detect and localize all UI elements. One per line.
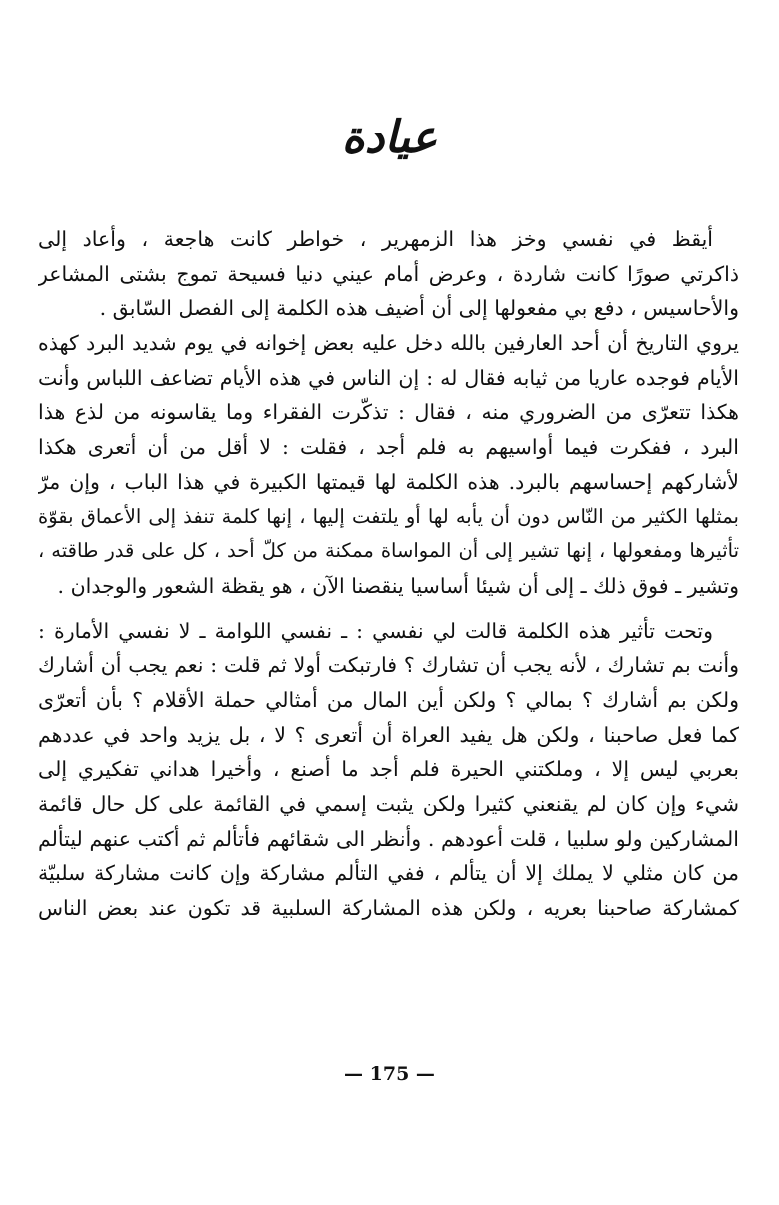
text-line: البرد ، ففكرت فيما أواسيهم به فلم أجد ، فقلت : لا أقل من أن أتعرى هكذا <box>38 435 739 460</box>
text-line: الأيام فوجده عاريا من ثيابه فقال له : إن الناس في هذه الأيام تضاعف اللباس وأنت <box>38 365 739 390</box>
text-line: شيء وإن كان لم يقنعني كثيرا ولكن يثبت إسمي في القائمة على كل حال قائمة <box>38 792 739 816</box>
text-line: وتحت تأثير هذه الكلمة قالت لي نفسي : ـ نفسي اللوامة ـ لا نفسي الأمارة : <box>38 618 713 643</box>
paragraph <box>38 222 739 604</box>
text-line: المشاركين ولو سلبيا ، قلت أعودهم . وأنظر الى شقائهم فأتألم ثم أكتب عنهم ليتألم <box>38 826 739 851</box>
text-line: بعربي ليس إلا ، وملكتني الحيرة فلم أجد ما أصنع ، وأخيرا هداني تفكيري إلى <box>38 757 739 782</box>
page-number: — 175 — <box>344 1063 435 1085</box>
text-line: من كان مثلي لا يملك إلا أن يتألم ، ففي التألم مشاركة وإن كانت مشاركة سلبيّة <box>38 861 739 886</box>
text-line: وتشير ـ فوق ذلك ـ إلى أن شيئا أساسيا ينقصنا الآن ، هو يقظة الشعور والوجدان . <box>57 573 739 598</box>
text-line: وأنت بم تشارك ، لأنه يجب أن تشارك ؟ فارتبكت أولا ثم قلت : نعم يجب أن أشارك <box>38 653 739 678</box>
body-text <box>38 222 739 926</box>
text-line: تأثيرها ومفعولها ، إنها تشير إلى أن المواساة ممكنة من كلّ أحد ، كل على قدر طاقته ، <box>38 539 739 563</box>
text-line: أيقظ في نفسي وخز هذا الزمهرير ، خواطر كانت هاجعة ، وأعاد إلى <box>38 227 713 251</box>
text-line: هكذا تتعرّى من الضروري منه ، فقال : تذكّرت الفقراء وما يقاسونه من لذع هذا <box>38 400 739 425</box>
text-line: والأحاسيس ، دفع بي مفعولها إلى أن أضيف هذه الكلمة إلى الفصل السّابق . <box>99 296 739 321</box>
text-line: لأشاركهم إحساسهم بالبرد. هذه الكلمة لها قيمتها الكبيرة في هذا الباب ، وإن مرّ <box>38 469 739 494</box>
chapter-title: عيادة <box>341 112 438 163</box>
text-line: ذاكرتي صورًا كانت شاردة ، وعرض أمام عيني دنيا فسيحة تموج بشتى المشاعر <box>38 261 739 286</box>
text-line: يروي التاريخ أن أحد العارفين بالله دخل عليه بعض إخوانه في يوم شديد البرد كهذه <box>38 331 739 356</box>
text-line: كمشاركة صاحبنا بعريه ، ولكن هذه المشاركة السلبية قد تكون عند بعض الناس <box>38 896 739 921</box>
paragraph <box>38 614 739 926</box>
text-line: بمثلها الكثير من النّاس دون أن يأبه لها أو يلتفت إليها ، إنها كلمة تنفذ إلى الأعماق بقوّة <box>38 504 739 528</box>
text-line: كما فعل صاحبنا ، ولكن هل يفيد العراة أن أتعرى ؟ لا ، بل يزيد واحد في عددهم <box>38 722 739 747</box>
text-line: ولكن بم أشارك ؟ بمالي ؟ ولكن أين المال من أمثالي حملة الأقلام ؟ بأن أتعرّى <box>38 687 739 712</box>
paragraph-gap <box>38 604 739 614</box>
